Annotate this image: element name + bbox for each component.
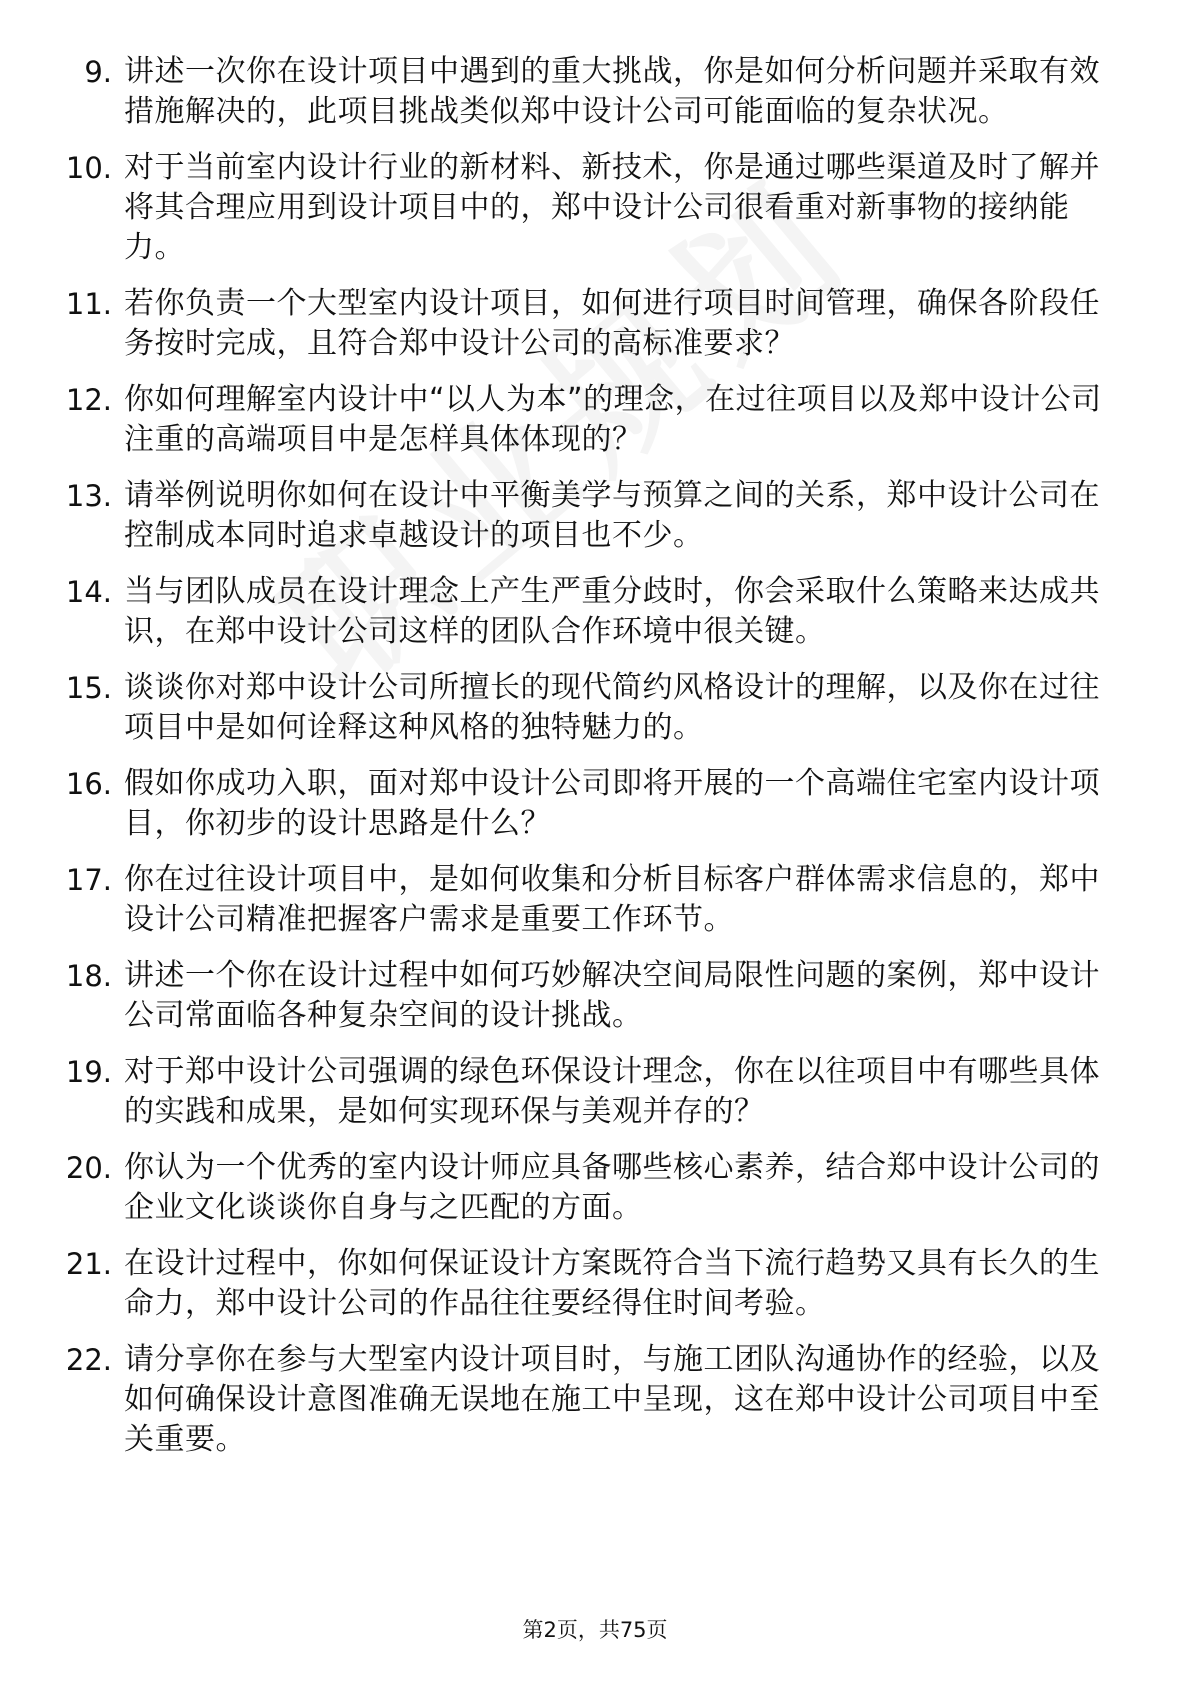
question-number: 20. — [65, 1151, 112, 1185]
question-item — [56, 860, 1116, 940]
question-text: 讲述一个你在设计过程中如何巧妙解决空间局限性问题的案例，郑中设计公司常面临各种复杂空间的设计挑战。 — [124, 958, 1100, 1033]
question-text: 请举例说明你如何在设计中平衡美学与预算之间的关系，郑中设计公司在控制成本同时追求卓越设计的项目也不少。 — [124, 478, 1100, 553]
question-text: 当与团队成员在设计理念上产生严重分歧时，你会采取什么策略来达成共识，在郑中设计公司这样的团队合作环境中很关键。 — [124, 574, 1100, 649]
question-text: 若你负责一个大型室内设计项目，如何进行项目时间管理，确保各阶段任务按时完成，且符合郑中设计公司的高标准要求？ — [124, 286, 1100, 361]
question-number: 13. — [65, 479, 112, 513]
question-item — [56, 1244, 1116, 1324]
question-item — [56, 764, 1116, 844]
question-number: 9. — [84, 55, 112, 89]
question-item — [56, 1340, 1116, 1460]
question-number: 15. — [65, 671, 112, 705]
question-item — [56, 284, 1116, 364]
question-text: 你在过往设计项目中，是如何收集和分析目标客户群体需求信息的，郑中设计公司精准把握客户需求是重要工作环节。 — [124, 862, 1100, 937]
question-number: 18. — [65, 959, 112, 993]
page-footer: 第2页，共75页 — [522, 1618, 668, 1642]
question-item — [56, 52, 1116, 132]
question-text: 对于郑中设计公司强调的绿色环保设计理念，你在以往项目中有哪些具体的实践和成果，是如何实现环保与美观并存的？ — [124, 1054, 1100, 1129]
question-number: 21. — [65, 1247, 112, 1281]
question-item — [56, 148, 1116, 268]
question-number: 12. — [65, 383, 112, 417]
question-text: 谈谈你对郑中设计公司所擅长的现代简约风格设计的理解，以及你在过往项目中是如何诠释这种风格的独特魅力的。 — [124, 670, 1100, 745]
question-item — [56, 572, 1116, 652]
question-item — [56, 956, 1116, 1036]
question-item — [56, 668, 1116, 748]
question-number: 17. — [65, 863, 112, 897]
question-number: 19. — [65, 1055, 112, 1089]
question-text: 请分享你在参与大型室内设计项目时，与施工团队沟通协作的经验，以及如何确保设计意图准确无误地在施工中呈现，这在郑中设计公司项目中至关重要。 — [124, 1342, 1100, 1457]
question-text: 对于当前室内设计行业的新材料、新技术，你是通过哪些渠道及时了解并将其合理应用到设计项目中的，郑中设计公司很看重对新事物的接纳能力。 — [124, 150, 1100, 265]
question-number: 11. — [65, 287, 112, 321]
question-item — [56, 1148, 1116, 1228]
question-number: 16. — [65, 767, 112, 801]
question-item — [56, 380, 1116, 460]
question-number: 14. — [65, 575, 112, 609]
question-item — [56, 1052, 1116, 1132]
question-item — [56, 476, 1116, 556]
question-text: 你认为一个优秀的室内设计师应具备哪些核心素养，结合郑中设计公司的企业文化谈谈你自身与之匹配的方面。 — [124, 1150, 1100, 1225]
question-text: 假如你成功入职，面对郑中设计公司即将开展的一个高端住宅室内设计项目，你初步的设计思路是什么？ — [124, 766, 1100, 841]
question-text: 讲述一次你在设计项目中遇到的重大挑战，你是如何分析问题并采取有效措施解决的，此项目挑战类似郑中设计公司可能面临的复杂状况。 — [124, 54, 1100, 129]
question-number: 10. — [65, 151, 112, 185]
question-number: 22. — [65, 1343, 112, 1377]
question-list — [56, 52, 1116, 1476]
question-text: 在设计过程中，你如何保证设计方案既符合当下流行趋势又具有长久的生命力，郑中设计公司的作品往往要经得住时间考验。 — [124, 1246, 1100, 1321]
question-text: 你如何理解室内设计中“以人为本”的理念，在过往项目以及郑中设计公司注重的高端项目中是怎样具体体现的？ — [124, 382, 1102, 457]
